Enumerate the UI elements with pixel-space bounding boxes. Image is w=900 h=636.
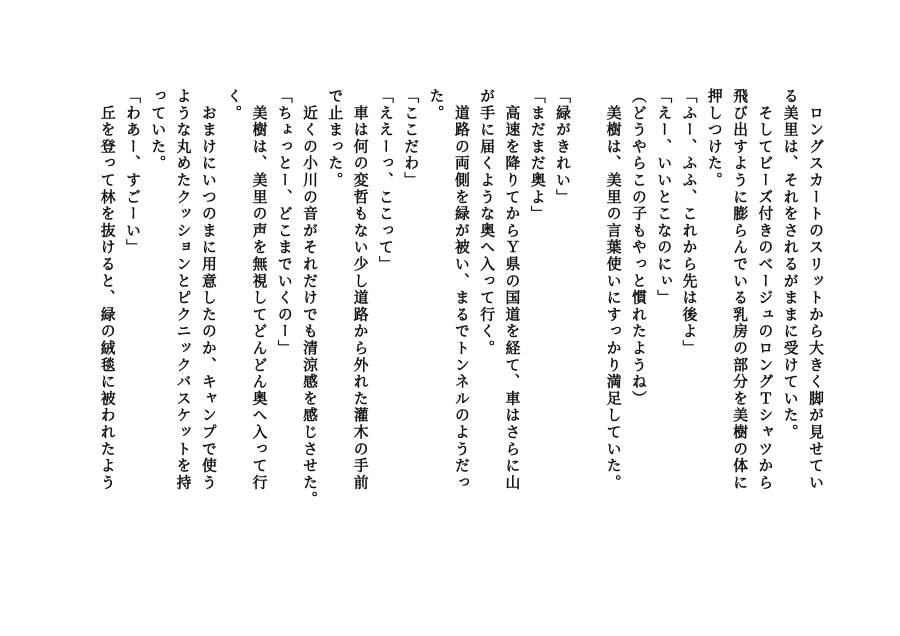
text-line: 丘を登って林を抜けると、緑の絨毯に被われたよう xyxy=(98,88,116,492)
text-line: く。 xyxy=(225,88,243,122)
text-line: ような丸めたクッションとピクニックバスケットを持 xyxy=(174,88,192,492)
text-line: 近くの小川の音がそれだけでも清涼感を感じさせた。 xyxy=(301,88,319,508)
text-line: が手に届くような奥へ入って行く。 xyxy=(478,88,496,357)
text-line: 押しつけた。 xyxy=(705,88,723,189)
text-line: 車は何の変哲もない少し道路から外れた灌木の手前 xyxy=(351,88,369,492)
text-line: 「えー、いいとこなのにぃ」 xyxy=(655,88,673,307)
vertical-text-body xyxy=(94,88,828,558)
text-line: ロングスカートのスリットから大きく脚が見せてい xyxy=(807,88,824,492)
text-line: っていた。 xyxy=(149,88,167,172)
text-line: 「緑がきれい」 xyxy=(554,88,572,206)
text-line: おまけにいつのまに用意したのか、キャンプで使う xyxy=(199,88,217,492)
text-line: 美樹は、美里の声を無視してどんどん奥へ入って行 xyxy=(250,88,268,492)
text-line: 「ええーっ、ここって」 xyxy=(376,88,394,273)
text-line: 「まだまだ奥よ」 xyxy=(528,88,546,223)
text-line: 高速を降りてからＹ県の国道を経て、車はさらに山 xyxy=(503,88,521,492)
text-line: 道路の両側を緑が被い、まるでトンネルのようだっ xyxy=(452,88,470,492)
text-line: 「ちょっとー、どこまでいくのー」 xyxy=(275,88,293,357)
text-line: 飛び出すように膨らんでいる乳房の部分を美樹の体に xyxy=(731,88,749,492)
text-line: た。 xyxy=(427,88,445,122)
text-line: （どうやらこの子もやっと慣れたようね） xyxy=(629,88,647,408)
text-line: 「ふー、ふふ、これから先は後よ」 xyxy=(680,88,698,357)
text-line: 「わあー、すごーい」 xyxy=(123,88,141,256)
text-line: る美里は、それをされるがままに受けていた。 xyxy=(781,88,799,441)
paragraph-break xyxy=(575,88,600,558)
text-line: で止まった。 xyxy=(326,88,344,189)
text-line: 美樹は、美里の言葉使いにすっかり満足していた。 xyxy=(604,88,622,492)
text-line: 「ここだわ」 xyxy=(402,88,420,189)
text-line: そしてビーズ付きのベージュのロングＴシャツから xyxy=(756,88,774,492)
